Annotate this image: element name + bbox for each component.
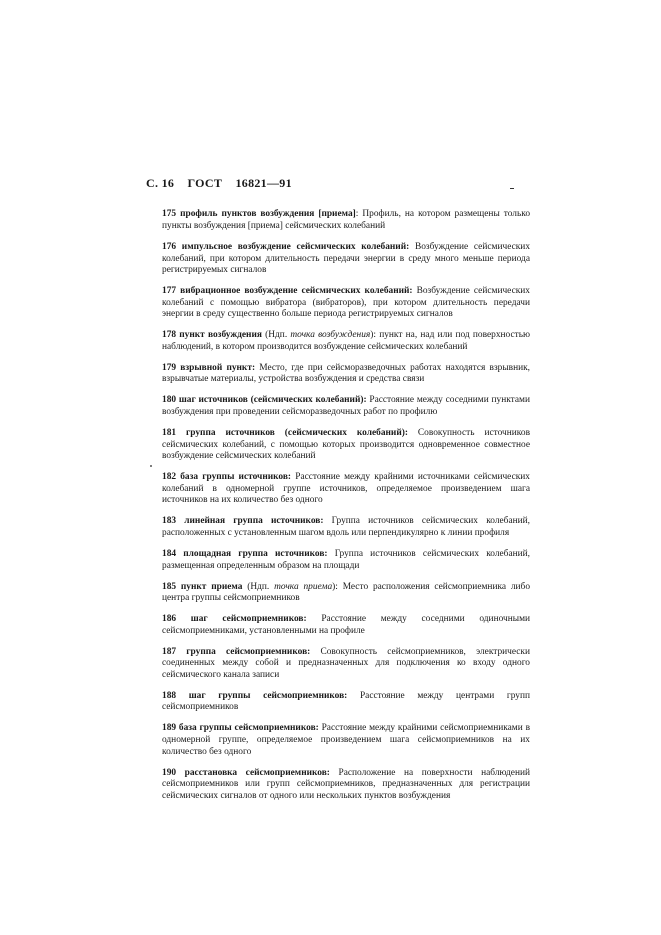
entry-number: 189 <box>162 723 177 734</box>
entry-note-italic: точка возбуждения <box>290 330 371 341</box>
glossary-entries <box>162 200 530 811</box>
entry-number: 187 <box>162 646 177 657</box>
entry-number: 180 <box>162 395 177 406</box>
entry-number: 182 <box>162 472 177 483</box>
entry-definition: Расстояние между соседними одиночными сейсмоприемниками, установленными на профиле <box>162 614 531 636</box>
entry-term: линейная группа источников: <box>184 516 324 527</box>
standard-label: ГОСТ <box>187 176 223 190</box>
entry-definition: : Профиль, на котором размещены только пункты возбуждения [приема] сейсмических колебаний <box>162 209 531 231</box>
standard-number: 16821—91 <box>235 176 292 190</box>
entry-term: шаг источников (сейсмических колебаний): <box>178 395 367 406</box>
entry-definition: Место, где при сейсморазведочных работах находятся взрывник, взрывчатые материалы, устройства возбуждения и средства связи <box>162 362 530 385</box>
entry-number: 177 <box>162 286 177 297</box>
entry-term: площадная группа источников: <box>183 548 328 559</box>
entry-definition: : пункт на, над или под поверхностью наблюдений, в котором производится возбуждение сейсмических колебаний <box>162 330 530 352</box>
entry-number: 188 <box>162 690 177 701</box>
entry-definition: Группа источников сейсмических колебаний, расположенных с установленным шагом вдоль или перпендикулярно к линии профиля <box>162 516 531 538</box>
entry-number: 175 <box>162 209 177 220</box>
entry-number: 179 <box>162 362 177 373</box>
entry-term: шаг группы сейсмоприемников: <box>188 690 348 701</box>
entry-note: (Ндп. <box>261 330 291 341</box>
glossary-entry <box>162 242 530 277</box>
glossary-entry <box>162 549 530 572</box>
page-header <box>146 176 302 191</box>
entry-term: пункт приема <box>180 581 243 592</box>
entry-term: профиль пунктов возбуждения [приема] <box>180 209 356 220</box>
scan-mark <box>510 188 514 189</box>
entry-note-italic: точка приема <box>274 581 333 592</box>
entry-definition: Группа источников сейсмических колебаний, размещенная определенным образом на площади <box>162 548 531 571</box>
entry-number: 178 <box>162 330 177 341</box>
entry-note-end: ) <box>370 330 374 341</box>
entry-definition: Расстояние между крайними источниками сейсмических колебаний в одномерной группе источников, определяемое произведением шага источников на их количество без одного <box>162 472 530 506</box>
entry-number: 185 <box>162 581 177 592</box>
entry-definition: Расположение на поверхности наблюдений сейсмоприемников или групп сейсмоприемников, предназначенных для регистрации сейсмических сигналов от одного или нескольких пунктов возбуждения <box>162 767 531 801</box>
glossary-entry <box>162 691 530 714</box>
entry-number: 190 <box>162 767 177 778</box>
glossary-entry <box>162 209 530 232</box>
glossary-entry <box>162 647 530 682</box>
entry-number: 183 <box>162 516 177 527</box>
entry-number: 181 <box>162 428 177 439</box>
glossary-entry <box>162 723 530 758</box>
glossary-entry <box>162 363 530 386</box>
entry-number: 184 <box>162 548 177 559</box>
entry-definition: Расстояние между соседними пунктами возбуждения при проведении сейсморазведочных работ по профилю <box>162 395 531 418</box>
entry-term: группа источников (сейсмических колебаний): <box>186 428 408 439</box>
entry-definition: Совокупность сейсмоприемников, электрически соединенных между собой и предназначенных для подключения ко входу одного сейсмического канала записи <box>162 646 531 680</box>
glossary-entry <box>162 768 530 803</box>
glossary-entry <box>162 472 530 507</box>
glossary-entry <box>162 330 530 353</box>
glossary-entry <box>162 582 530 605</box>
entry-term: взрывной пункт: <box>180 362 256 373</box>
entry-term: пункт возбуждения <box>179 330 262 341</box>
entry-definition: Расстояние между центрами групп сейсмоприемников <box>162 690 531 713</box>
entry-number: 176 <box>162 241 177 252</box>
entry-note-end: ) <box>332 581 336 592</box>
entry-term: база группы источников: <box>180 472 292 483</box>
entry-term: вибрационное возбуждение сейсмических колебаний: <box>180 286 413 297</box>
glossary-entry <box>162 286 530 321</box>
entry-term: расстановка сейсмоприемников: <box>184 767 330 778</box>
entry-definition: : Место расположения сейсмоприемника либо центра группы сейсмоприемников <box>162 581 531 604</box>
glossary-entry <box>162 516 530 539</box>
entry-note: (Ндп. <box>242 581 275 592</box>
entry-term: группа сейсмоприемников: <box>186 646 311 657</box>
glossary-entry <box>162 395 530 418</box>
scan-dot <box>150 465 152 467</box>
entry-definition: Расстояние между крайними сейсмоприемниками в одномерной группе, определяемое произведением шага сейсмоприемников на их количество без одного <box>162 723 530 757</box>
glossary-entry <box>162 614 530 637</box>
glossary-entry <box>162 428 530 463</box>
entry-definition: Совокупность источников сейсмических колебаний, с помощью которых производится одновременное совместное возбуждение сейсмических колебаний <box>162 428 530 462</box>
entry-term: шаг сейсмоприемников: <box>190 614 307 625</box>
entry-definition: Возбуждение сейсмических колебаний с помощью вибратора (вибраторов), при котором длительность передачи энергии в среду существенно больше периода регистрируемых сигналов <box>162 286 530 320</box>
entry-term: база группы сейсмоприемников: <box>178 723 319 734</box>
entry-term: импульсное возбуждение сейсмических колебаний: <box>181 241 410 252</box>
entry-definition: Возбуждение сейсмических колебаний, при котором длительность передачи энергии в среду много меньше периода регистрируемых сигналов <box>162 241 531 276</box>
page-number: С. 16 <box>146 176 175 190</box>
entry-number: 186 <box>162 614 177 625</box>
